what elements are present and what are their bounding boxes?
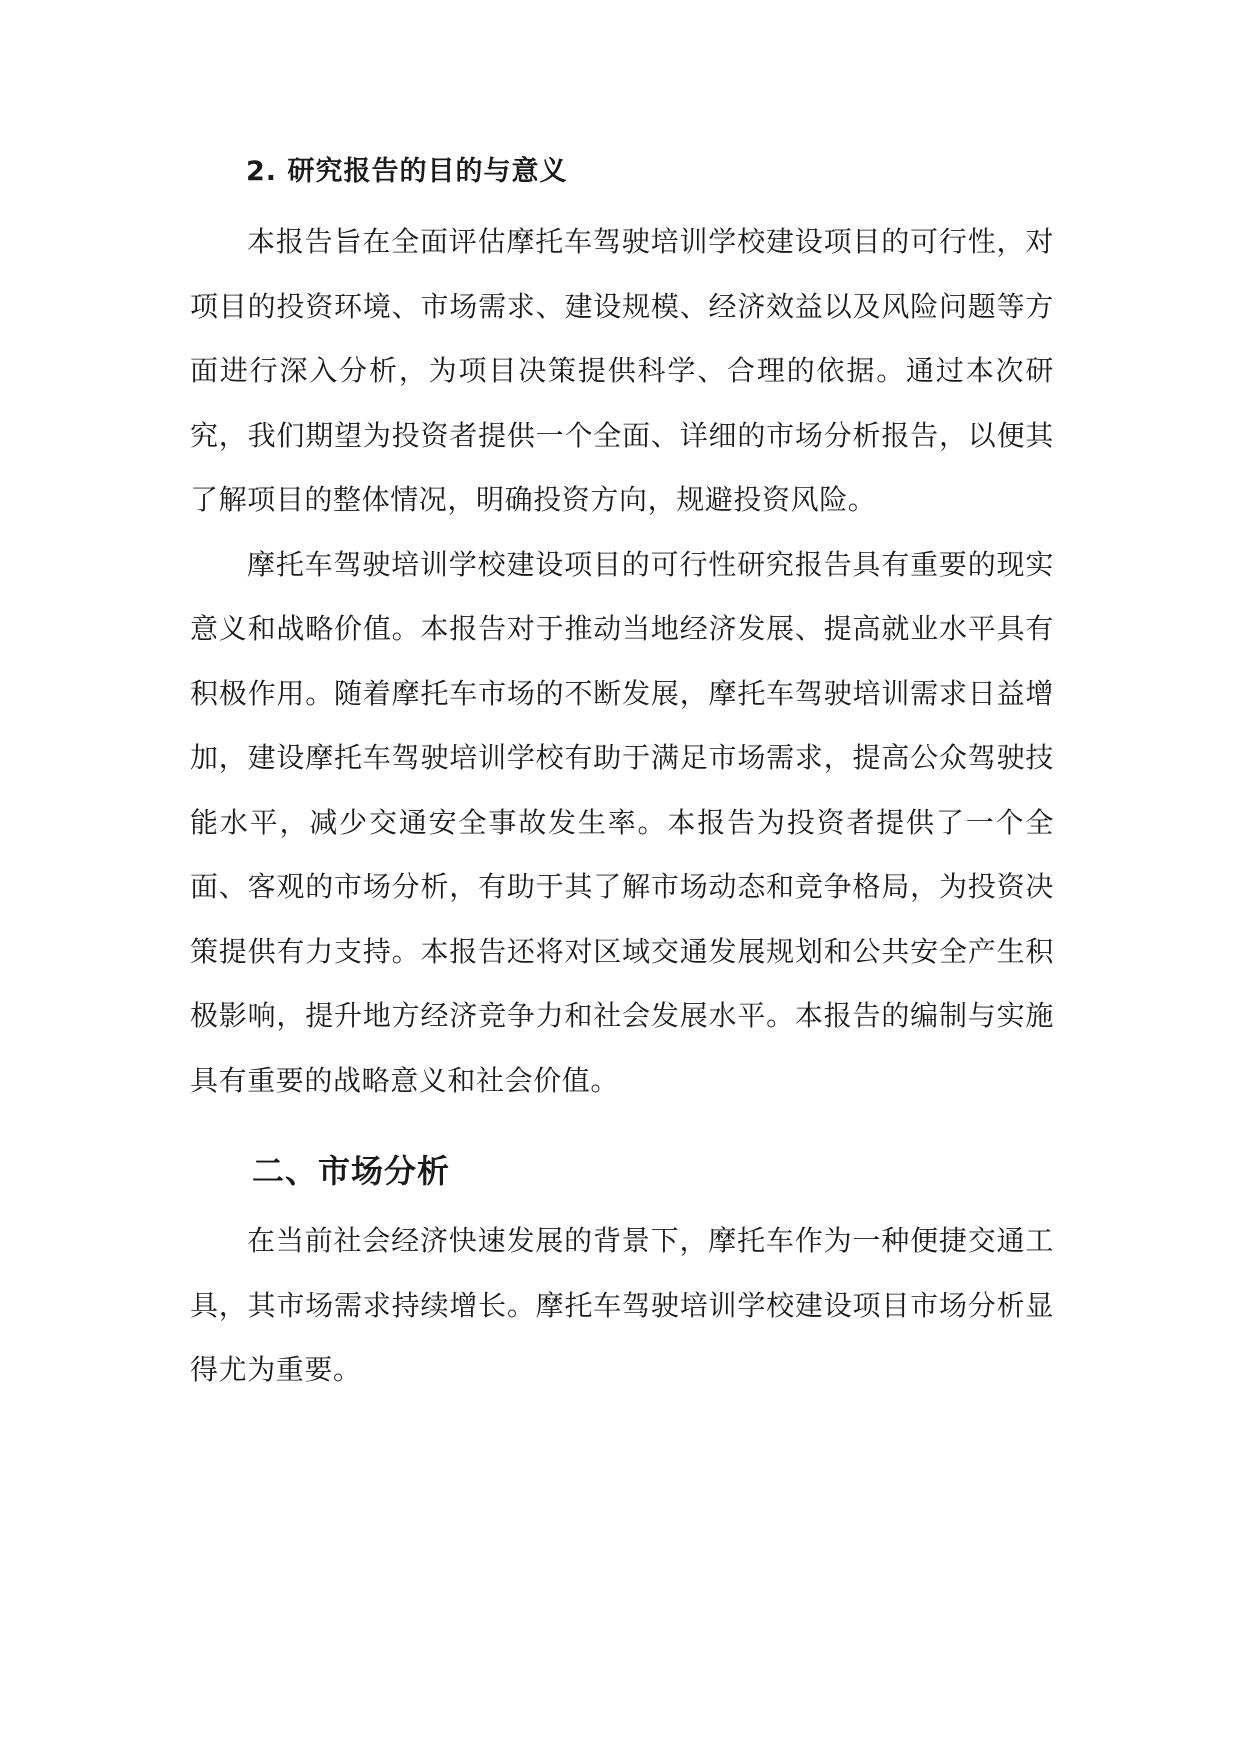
section-title: 二、市场分析 [252,1152,451,1190]
paragraph-significance: 摩托车驾驶培训学校建设项目的可行性研究报告具有重要的现实意义和战略价值。本报告对于推动当地经济发展、提高就业水平具有积极作用。随着摩托车市场的不断发展，摩托车驾驶培训需求日益增加，建设摩托车驾驶培训学校有助于满足市场需求，提高公众驾驶技能水平，减少交通安全事故发生率。本报告为投资者提供了一个全面、客观的市场分析，有助于其了解市场动态和竞争格局，为投资决策提供有力支持。本报告还将对区域交通发展规划和公共安全产生积极影响，提升地方经济竞争力和社会发展水平。本报告的编制与实施具有重要的战略意义和社会价值。 [190,547,1054,1097]
paragraph-market-intro: 在当前社会经济快速发展的背景下，摩托车作为一种便捷交通工具，其市场需求持续增长。摩托车驾驶培训学校建设项目市场分析显得尤为重要。 [190,1224,1054,1386]
paragraph-purpose: 本报告旨在全面评估摩托车驾驶培训学校建设项目的可行性，对项目的投资环境、市场需求、建设规模、经济效益以及风险问题等方面进行深入分析，为项目决策提供科学、合理的依据。通过本次研究，我们期望为投资者提供一个全面、详细的市场分析报告，以便其了解项目的整体情况，明确投资方向，规避投资风险。 [190,225,1054,516]
page-content [190,140,1054,1403]
subsection-title: 2. 研究报告的目的与意义 [246,156,568,187]
spacer [190,1113,1054,1139]
